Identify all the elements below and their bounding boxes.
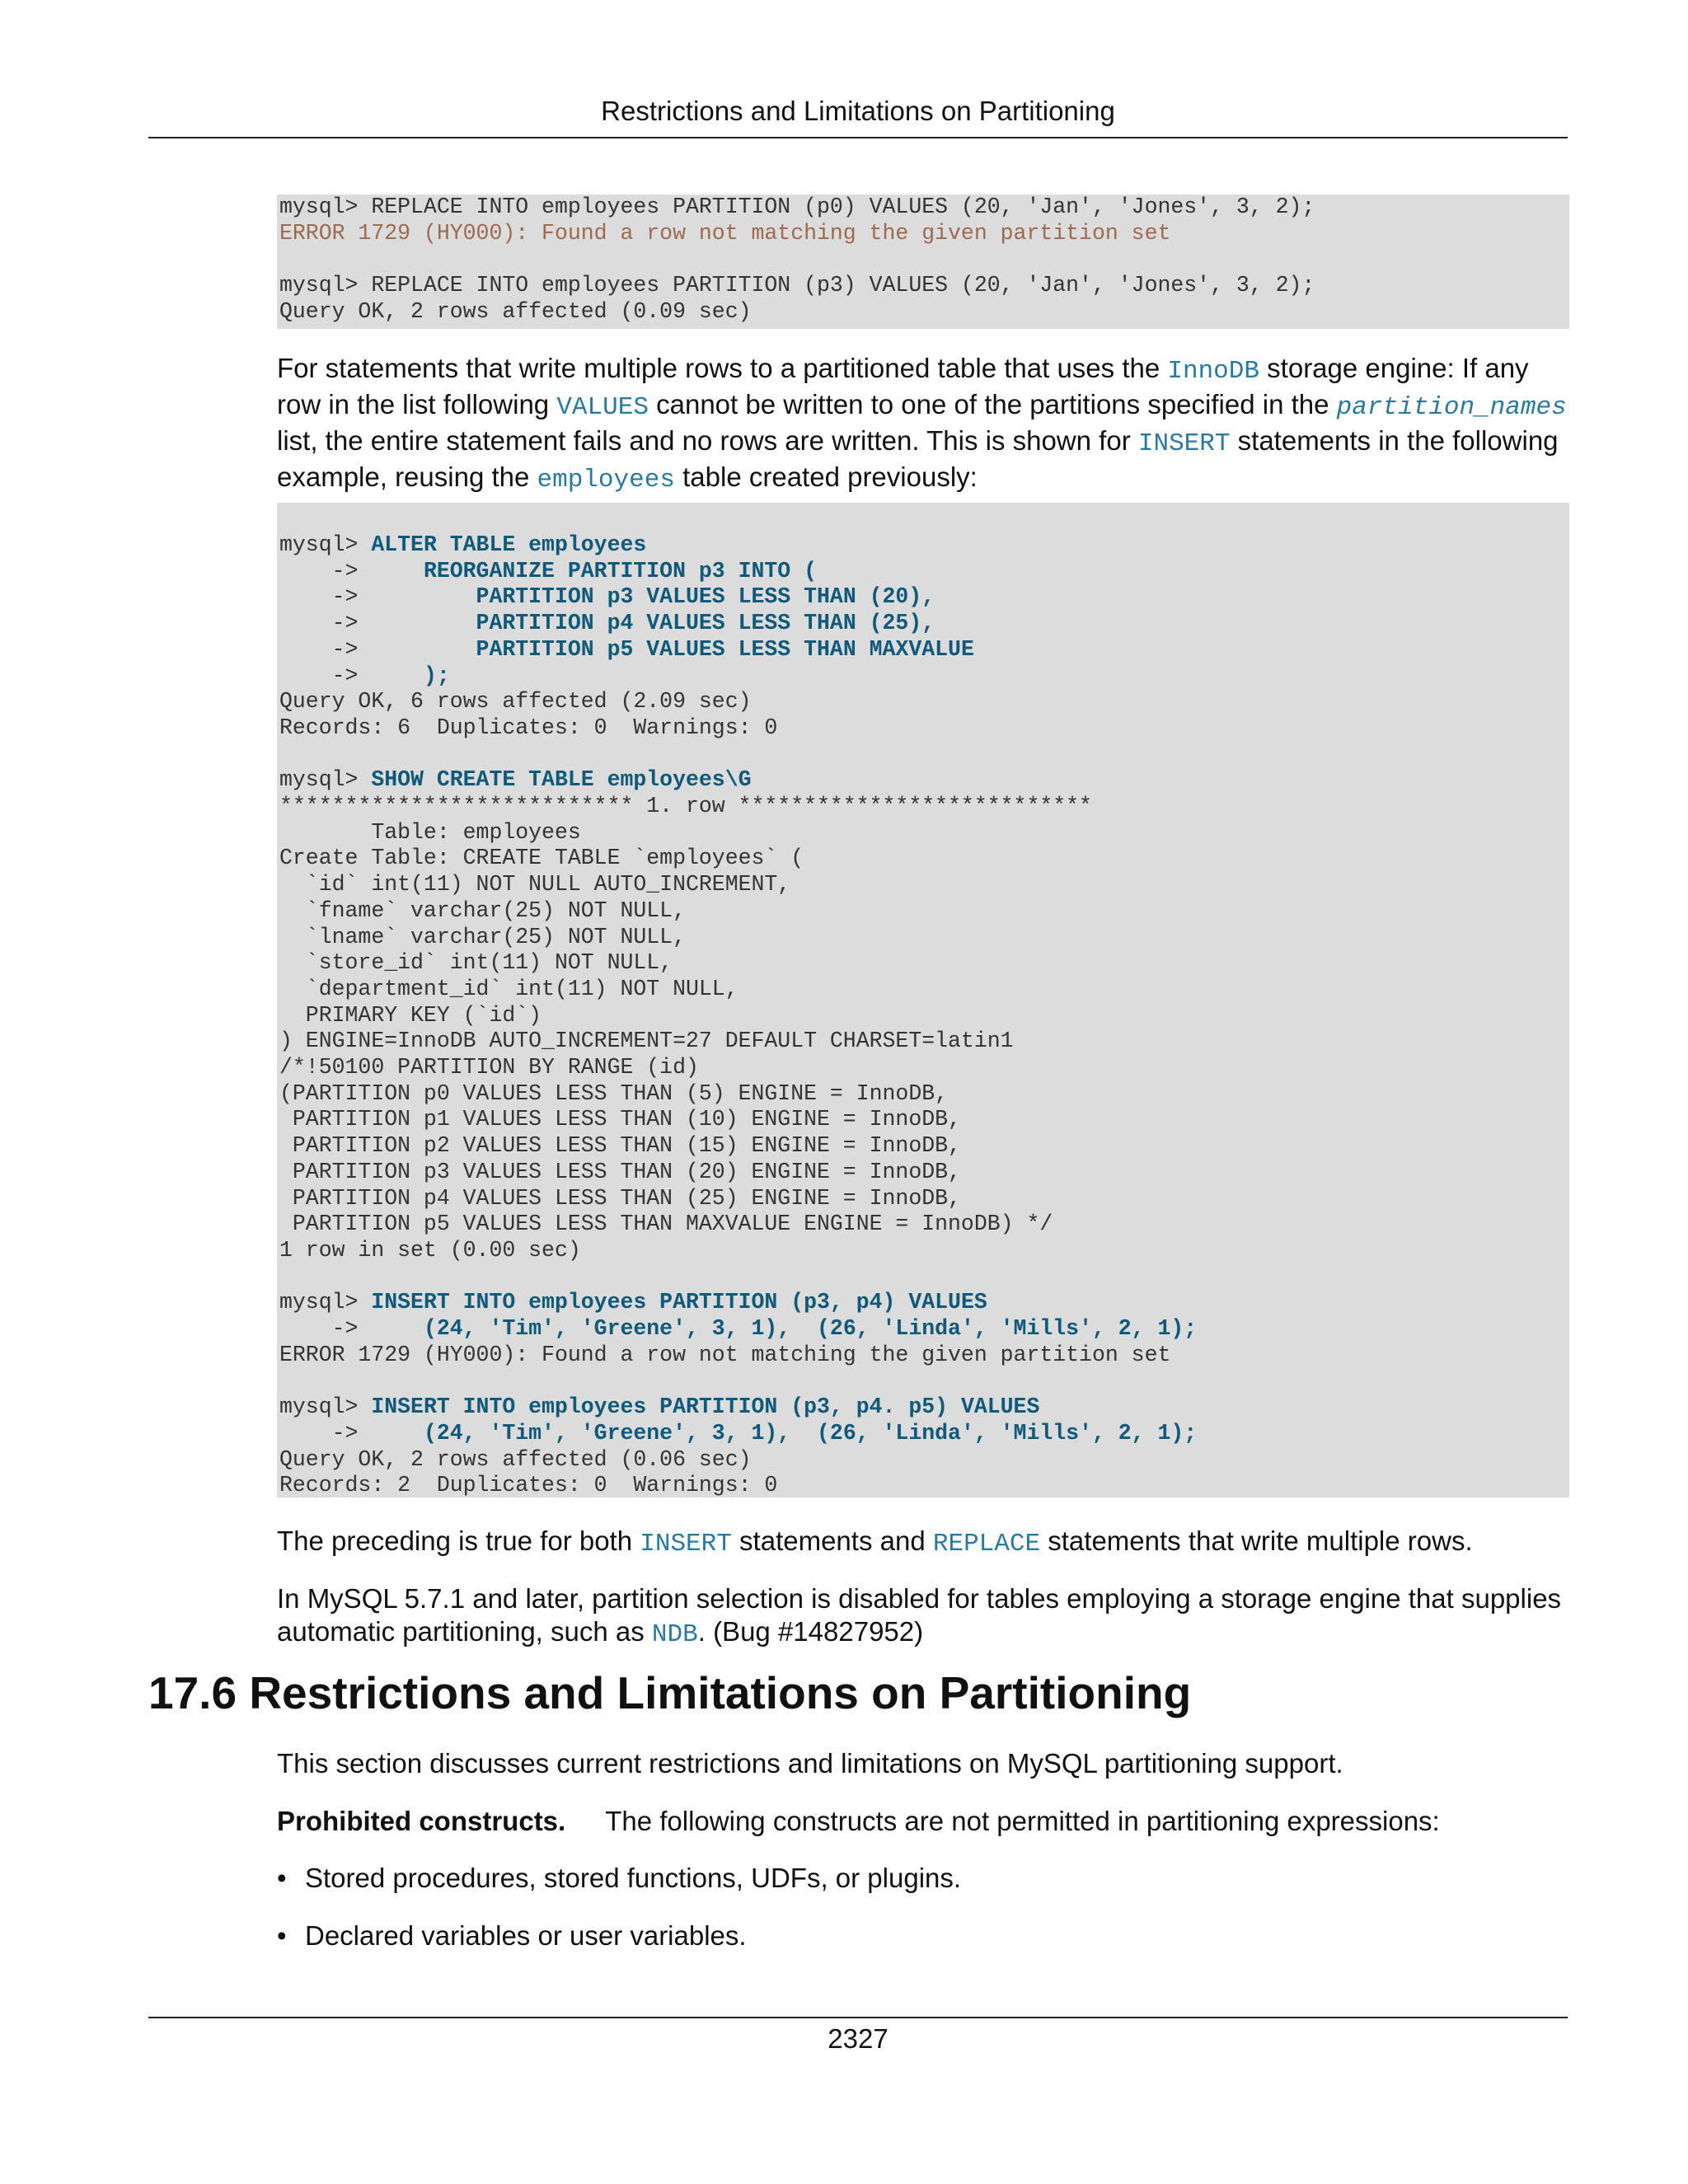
code-line: `fname` varchar(25) NOT NULL, [279,898,686,923]
header-divider [148,137,1568,138]
code-line: `store_id` int(11) NOT NULL, [279,950,673,976]
code-line: 1 row in set (0.00 sec) [279,1237,581,1263]
code-line: Query OK, 6 rows affected (2.09 sec) [279,689,752,715]
code-line: Query OK, 2 rows affected (0.06 sec) [279,1446,752,1472]
text: The following constructs are not permitted in partitioning expressions: [605,1806,1440,1836]
code-line: ERROR 1729 (HY000): Found a row not matching the given partition set [279,1342,1171,1367]
code-line: PARTITION p3 VALUES LESS THAN (20) ENGINE = InnoDB, [279,1159,961,1184]
code-keyword: (24, 'Tim', 'Greene', 3, 1), (26, 'Linda', 'Mills', 2, 1); [423,1420,1198,1446]
code-line: (PARTITION p0 VALUES LESS THAN (5) ENGINE = InnoDB, [279,1080,949,1106]
code-keyword: PARTITION p5 VALUES LESS THAN MAXVALUE [476,636,974,662]
code-link-insert[interactable]: INSERT [1137,429,1231,458]
running-header: Restrictions and Limitations on Partitioning [601,96,1115,126]
code-line: ) ENGINE=InnoDB AUTO_INCREMENT=27 DEFAULT CHARSET=latin1 [279,1029,1014,1054]
paragraph-prohibited [277,1805,1571,1838]
code-keyword: SHOW CREATE TABLE employees\G [371,767,752,793]
code-line: Records: 6 Duplicates: 0 Warnings: 0 [279,715,778,740]
code-link-insert[interactable]: INSERT [640,1530,732,1558]
code-keyword: REORGANIZE PARTITION p3 INTO ( [423,558,818,583]
code-keyword: ALTER TABLE employees [371,532,647,557]
paragraph-insert-replace [277,1525,1571,1561]
lead-in-label: Prohibited constructs. [277,1806,566,1836]
code-line: `lname` varchar(25) NOT NULL, [279,924,686,949]
page-number: 2327 [828,2023,889,2054]
paragraph-innodb-multirow [277,352,1571,497]
code-keyword: INSERT INTO employees PARTITION (p3, p4) VALUES [371,1290,987,1315]
list-item-text: Stored procedures, stored functions, UDFs, or plugins. [305,1863,962,1893]
code-link-values[interactable]: VALUES [556,393,649,422]
list-item [277,1863,961,1894]
code-link-ndb[interactable]: NDB [651,1620,698,1649]
text: cannot be written to one of the partitions specified in the [648,389,1337,419]
code-line: Query OK, 2 rows affected (0.09 sec) [279,298,752,324]
code-line: *************************** 1. row *************************** [279,794,1092,819]
code-keyword: PARTITION p4 VALUES LESS THAN (25), [476,611,935,636]
section-heading: 17.6 Restrictions and Limitations on Partitioning [148,1667,1192,1718]
list-item [277,1920,747,1952]
code-line: PARTITION p1 VALUES LESS THAN (10) ENGINE = InnoDB, [279,1107,961,1132]
text: The preceding is true for both [277,1526,640,1556]
code-line: `department_id` int(11) NOT NULL, [279,976,738,1001]
paragraph-section-intro: This section discusses current restrictions and limitations on MySQL partitioning support. [277,1748,1343,1779]
text: . (Bug #14827952) [697,1616,924,1647]
text: storage engine: If any row in the list following [277,353,1529,419]
code-line: Table: employees [279,819,581,845]
code-line: mysql> REPLACE INTO employees PARTITION (p3) VALUES (20, 'Jan', 'Jones', 3, 2); [279,273,1315,298]
code-employees: employees [537,466,675,494]
code-link-replace[interactable]: REPLACE [932,1530,1041,1558]
code-link-innodb[interactable]: InnoDB [1167,357,1259,386]
code-block-replace [277,194,1569,329]
code-keyword: ); [423,663,450,688]
code-line: PARTITION p4 VALUES LESS THAN (25) ENGINE = InnoDB, [279,1185,961,1211]
text: table created previously: [674,462,978,492]
text: In MySQL 5.7.1 and later, partition selection is disabled for tables employing a storage engine that supplies automatic partitioning, such as [277,1583,1562,1647]
code-keyword: INSERT INTO employees PARTITION (p3, p4. p5) VALUES [371,1394,1040,1420]
code-line: PRIMARY KEY (`id`) [279,1002,542,1028]
text: list, the entire statement fails and no rows are written. This is shown for [277,425,1138,456]
text: statements and [731,1526,933,1556]
code-line: /*!50100 PARTITION BY RANGE (id) [279,1055,699,1080]
code-partition-names: partition_names [1336,393,1567,422]
code-keyword: PARTITION p3 VALUES LESS THAN (20), [476,584,935,610]
list-item-text: Declared variables or user variables. [305,1920,747,1951]
code-line: PARTITION p5 VALUES LESS THAN MAXVALUE ENGINE = InnoDB) */ [279,1212,1053,1237]
code-error-line: ERROR 1729 (HY000): Found a row not matching the given partition set [279,220,1171,246]
code-keyword: (24, 'Tim', 'Greene', 3, 1), (26, 'Linda', 'Mills', 2, 1); [423,1316,1198,1342]
code-line: mysql> REPLACE INTO employees PARTITION (p0) VALUES (20, 'Jan', 'Jones', 3, 2); [279,194,1315,219]
footer-divider [148,2017,1568,2018]
paragraph-ndb [277,1582,1571,1652]
text: statements that write multiple rows. [1040,1526,1473,1556]
code-line: PARTITION p2 VALUES LESS THAN (15) ENGINE = InnoDB, [279,1133,961,1159]
text: For statements that write multiple rows to a partitioned table that uses the [277,353,1168,383]
code-line: Create Table: CREATE TABLE `employees` ( [279,846,804,871]
code-line: Records: 2 Duplicates: 0 Warnings: 0 [279,1473,778,1498]
bullet-icon: • [277,1863,287,1893]
text: statements in the following example, reusing the [277,425,1559,492]
code-line: `id` int(11) NOT NULL AUTO_INCREMENT, [279,872,791,898]
bullet-icon: • [277,1920,287,1951]
code-block-reorganize: mysql> ALTER TABLE employees -> REORGANIZE PARTITION p3 INTO ( -> PARTITION p3 VALUES LESS THAN (20), -> PARTITION p4 VALUES LESS THAN (25), -> PARTITION p5 VALUES LESS THAN MAXVALUE -> ); Query OK, 6 rows affected (2.09 sec) Records: 6 Duplicates: 0 Warnings: 0 mysql> SHOW CREATE TABLE employees\G *************************** 1. row *************************** Table: employees Create Table: CREATE TABLE `employees` ( `id` int(11) NOT NULL AUTO_INCREMENT, `fname` varchar(25) NOT NULL, `lname` varchar(25) NOT NULL, `store_id` int(11) NOT NULL, `department_id` int(11) NOT NULL, PRIMARY KEY (`id`) ) ENGINE=InnoDB AUTO_INCREMENT=27 DEFAULT CHARSET=latin1 /*!50100 PARTITION BY RANGE (id) (PARTITION p0 VALUES LESS THAN (5) ENGINE = InnoDB, PARTITION p1 VALUES LESS THAN (10) ENGINE = InnoDB, PARTITION p2 VALUES LESS THAN (15) ENGINE = InnoDB, PARTITION p3 VALUES LESS THAN (20) ENGINE = InnoDB, PARTITION p4 VALUES LESS THAN (25) ENGINE = InnoDB, PARTITION p5 VALUES LESS THAN MAXVALUE ENGINE = InnoDB) */ 1 row in set (0.00 sec) mysql> INSERT INTO employees PARTITION (p3, p4) VALUES -> (24, 'Tim', 'Greene', 3, 1), (26, 'Linda', 'Mills', 2, 1); ERROR 1729 (HY000): Found a row not matching the given partition set mysql> INSERT INTO employees PARTITION (p3, p4. p5) VALUES -> (24, 'Tim', 'Greene', 3, 1), (26, 'Linda', 'Mills', 2, 1); Query OK, 2 rows affected (0.06 sec) Records: 2 Duplicates: 0 Warnings: 0 [277,503,1569,1497]
